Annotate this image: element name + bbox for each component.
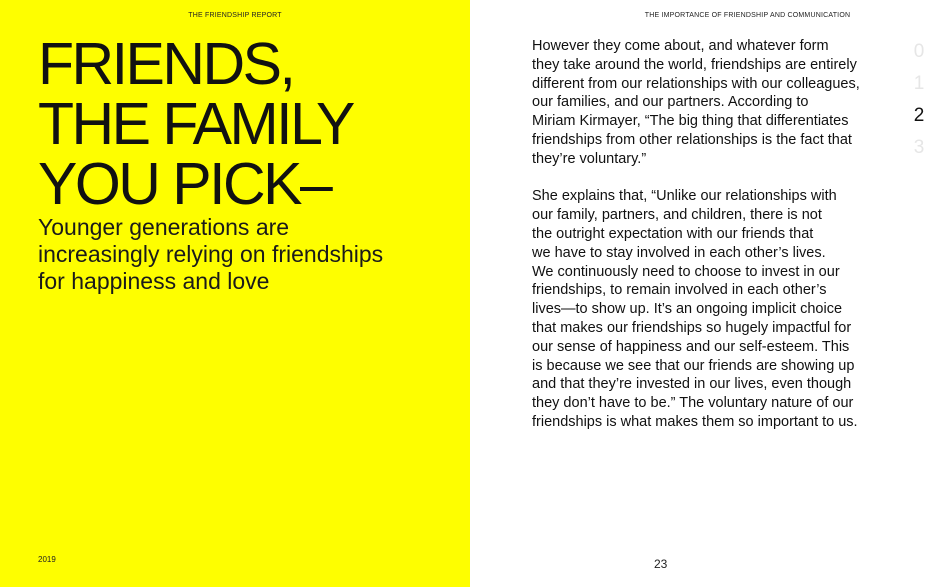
paragraph-2-line: lives—to show up. It’s an ongoing implicit choice — [532, 301, 843, 318]
paragraph-2-line: our family, partners, and children, there is not — [532, 207, 822, 224]
headline — [38, 31, 353, 217]
paragraph-2-line: and that they’re invested in our lives, even though — [532, 376, 852, 393]
subhead-line-2: increasingly relying on friendships — [38, 241, 384, 267]
paragraph-1-line: However they come about, and whatever form — [532, 38, 829, 54]
paragraph-2-line: friendships, to remain involved in each other’s — [532, 282, 827, 299]
running-head-right: THE IMPORTANCE OF FRIENDSHIP AND COMMUNICATION — [644, 12, 851, 19]
paragraph-2-line: is because we see that our friends are showing up — [532, 357, 855, 374]
section-nav-item-0[interactable]: 0 — [913, 41, 925, 62]
paragraph-1-line: they take around the world, friendships are entirely — [532, 56, 857, 73]
paragraph-1-line: Miriam Kirmayer, “The big thing that differentiates — [532, 113, 849, 130]
paragraph-2-line: they don’t have to be.” The voluntary nature of our — [532, 395, 854, 412]
headline-line-3: YOU PICK– — [38, 151, 331, 217]
year-label: 2019 — [38, 555, 56, 564]
page-number: 23 — [654, 557, 668, 571]
body-text — [532, 37, 902, 451]
paragraph-1-line: they’re voluntary.” — [532, 150, 647, 167]
paragraph-1-line: friendships from other relationships is the fact that — [532, 131, 852, 148]
headline-line-1: FRIENDS, — [38, 31, 294, 97]
paragraph-2-line: that makes our friendships so hugely impactful for — [532, 319, 852, 336]
section-nav-item-3[interactable]: 3 — [913, 137, 925, 158]
paragraph-1 — [532, 37, 902, 169]
paragraph-2-line: we have to stay involved in each other’s lives. — [532, 244, 826, 261]
paragraph-2-line: friendships is what makes them so important to us. — [532, 413, 858, 430]
paragraph-2-line: We continuously need to choose to invest in our — [532, 263, 840, 280]
running-head-left: THE FRIENDSHIP REPORT — [188, 12, 282, 19]
headline-line-2: THE FAMILY — [38, 91, 353, 157]
section-nav-item-2[interactable]: 2 — [913, 105, 925, 126]
paragraph-1-line: our families, and our partners. According to — [532, 94, 809, 111]
section-nav-item-1[interactable]: 1 — [913, 73, 925, 94]
subhead-line-1: Younger generations are — [38, 214, 290, 240]
subhead-line-3: for happiness and love — [38, 268, 270, 294]
paragraph-2-line: She explains that, “Unlike our relationships with — [532, 188, 837, 205]
paragraph-1-line: different from our relationships with our colleagues, — [532, 75, 860, 92]
right-page — [470, 0, 940, 587]
section-nav — [907, 36, 931, 164]
paragraph-2 — [532, 187, 902, 431]
paragraph-2-line: the outright expectation with our friends that — [532, 225, 814, 242]
paragraph-2-line: our sense of happiness and our self-esteem. This — [532, 338, 850, 355]
subhead — [38, 214, 458, 295]
